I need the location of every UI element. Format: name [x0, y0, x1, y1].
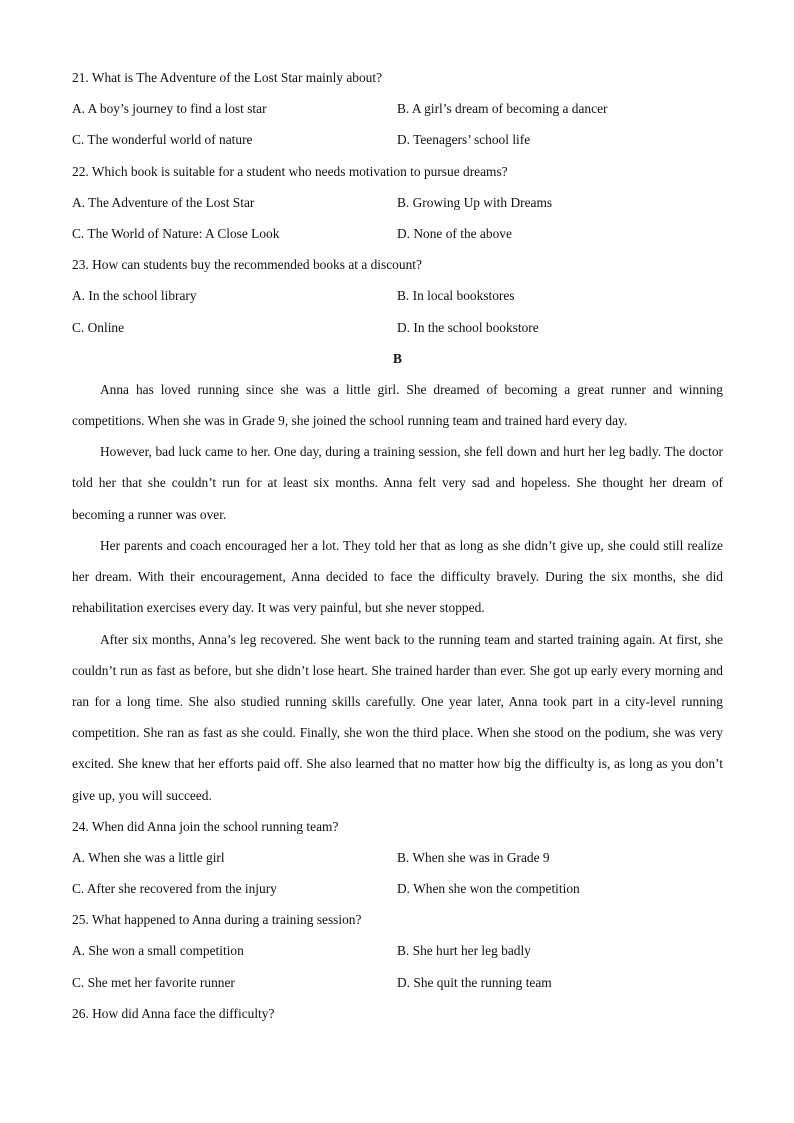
option-d: D. She quit the running team [397, 974, 552, 990]
option-b: B. A girl’s dream of becoming a dancer [397, 101, 608, 117]
passage-paragraph: After six months, Anna’s leg recovered. She went back to the running team and started training again. At first, she couldn’t run as fast as before, but she didn’t lose heart. She trained harder than ever. She got up early every morning and ran for a long time. She also studied running skills carefully. One year later, Anna took part in a city-level running competition. She ran as fast as she could. Finally, she won the third place. When she stood on the podium, she was very excited. She knew that her efforts paid off. She also learned that no matter how big the difficulty is, as long as you don’t give up, you will succeed. [72, 631, 723, 803]
option-a: A. A boy’s journey to find a lost star [72, 101, 267, 117]
question-25: 25. What happened to Anna during a training session? [72, 912, 362, 928]
option-a: A. In the school library [72, 288, 197, 304]
options-row [72, 124, 723, 155]
options-row [72, 842, 723, 873]
question-21: 21. What is The Adventure of the Lost Star mainly about? [72, 70, 383, 85]
option-c: C. After she recovered from the injury [72, 881, 277, 897]
option-d: D. None of the above [397, 225, 512, 241]
options-row [72, 187, 723, 218]
option-a: A. She won a small competition [72, 943, 244, 959]
options-row [72, 935, 723, 966]
options-row [72, 312, 723, 343]
option-c: C. She met her favorite runner [72, 974, 235, 990]
option-d: D. When she won the competition [397, 881, 580, 897]
option-b: B. She hurt her leg badly [397, 943, 531, 959]
options-row [72, 218, 723, 249]
options-row [72, 873, 723, 904]
options-row [72, 280, 723, 311]
question-22: 22. Which book is suitable for a student who needs motivation to pursue dreams? [72, 163, 508, 179]
option-b: B. When she was in Grade 9 [397, 849, 550, 865]
option-b: B. In local bookstores [397, 288, 515, 304]
option-c: C. The wonderful world of nature [72, 132, 253, 148]
option-c: C. The World of Nature: A Close Look [72, 225, 280, 241]
passage-paragraph: Anna has loved running since she was a little girl. She dreamed of becoming a great runner and winning competitions. When she was in Grade 9, she joined the school running team and trained hard every day. [72, 381, 723, 429]
options-row [72, 93, 723, 124]
option-b: B. Growing Up with Dreams [397, 194, 553, 210]
option-d: D. In the school bookstore [397, 319, 539, 335]
question-23: 23. How can students buy the recommended books at a discount? [72, 257, 422, 273]
question-24: 24. When did Anna join the school running team? [72, 818, 339, 834]
question-26: 26. How did Anna face the difficulty? [72, 1005, 275, 1021]
section-heading: B [393, 350, 402, 366]
options-row [72, 967, 723, 998]
option-a: A. When she was a little girl [72, 849, 225, 865]
passage-paragraph: However, bad luck came to her. One day, during a training session, she fell down and hurt her leg badly. The doctor told her that she couldn’t run for at least six months. Anna felt very sad and hopeless. She thought her dream of becoming a runner was over. [72, 444, 723, 522]
document-page [72, 62, 723, 1029]
option-c: C. Online [72, 319, 125, 335]
option-a: A. The Adventure of the Lost Star [72, 194, 255, 210]
passage-paragraph: Her parents and coach encouraged her a lot. They told her that as long as she didn’t give up, she could still realize her dream. With their encouragement, Anna decided to face the difficulty bravely. During the six months, she did rehabilitation exercises every day. It was very painful, but she never stopped. [72, 537, 723, 616]
option-d: D. Teenagers’ school life [397, 132, 531, 148]
